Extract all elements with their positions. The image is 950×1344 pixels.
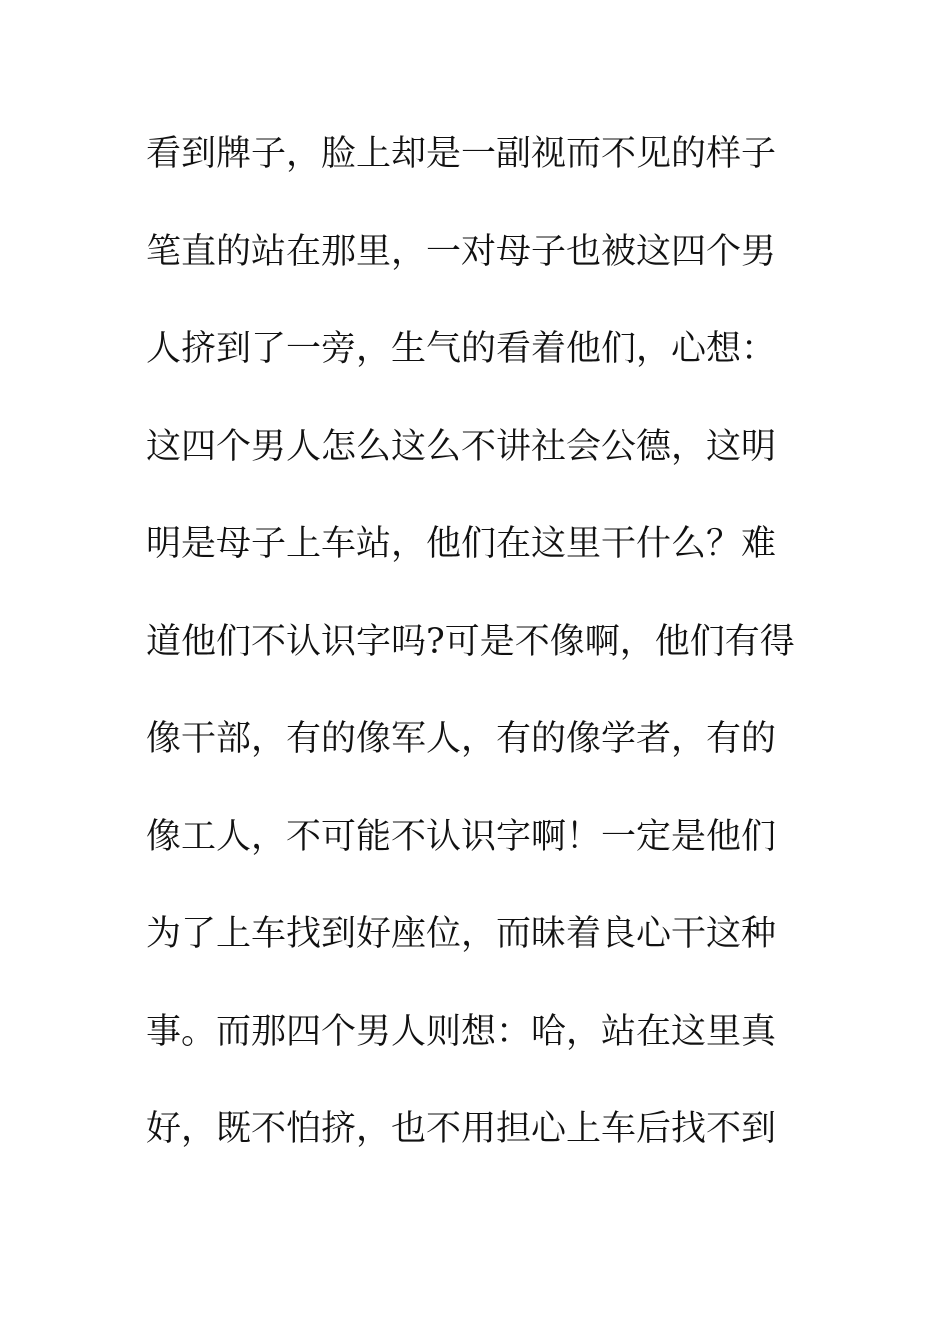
text-line-2: 笔直的站在那里，一对母子也被这四个男 (146, 231, 777, 272)
text-line-11: 好，既不怕挤，也不用担心上车后找不到 (146, 1109, 777, 1149)
text-line-10: 事。而那四个男人则想：哈，站在这里真 (146, 1011, 777, 1052)
text-line-8: 像工人，不可能不认识字啊！一定是他们 (146, 816, 777, 857)
text-line-5: 明是母子上车站，他们在这里干什么？难 (146, 524, 777, 564)
text-line-3: 人挤到了一旁，生气的看着他们，心想： (146, 329, 777, 369)
text-line-6: 道他们不认识字吗?可是不像啊，他们有得 (146, 621, 795, 662)
text-line-4: 这四个男人怎么这么不讲社会公德，这明 (146, 426, 777, 467)
body-text (146, 125, 826, 1198)
text-line-1: 看到牌子，脸上却是一副视而不见的样子 (146, 134, 777, 174)
text-line-7: 像干部，有的像军人，有的像学者，有的 (146, 719, 777, 759)
text-line-9: 为了上车找到好座位，而昧着良心干这种 (146, 914, 777, 954)
